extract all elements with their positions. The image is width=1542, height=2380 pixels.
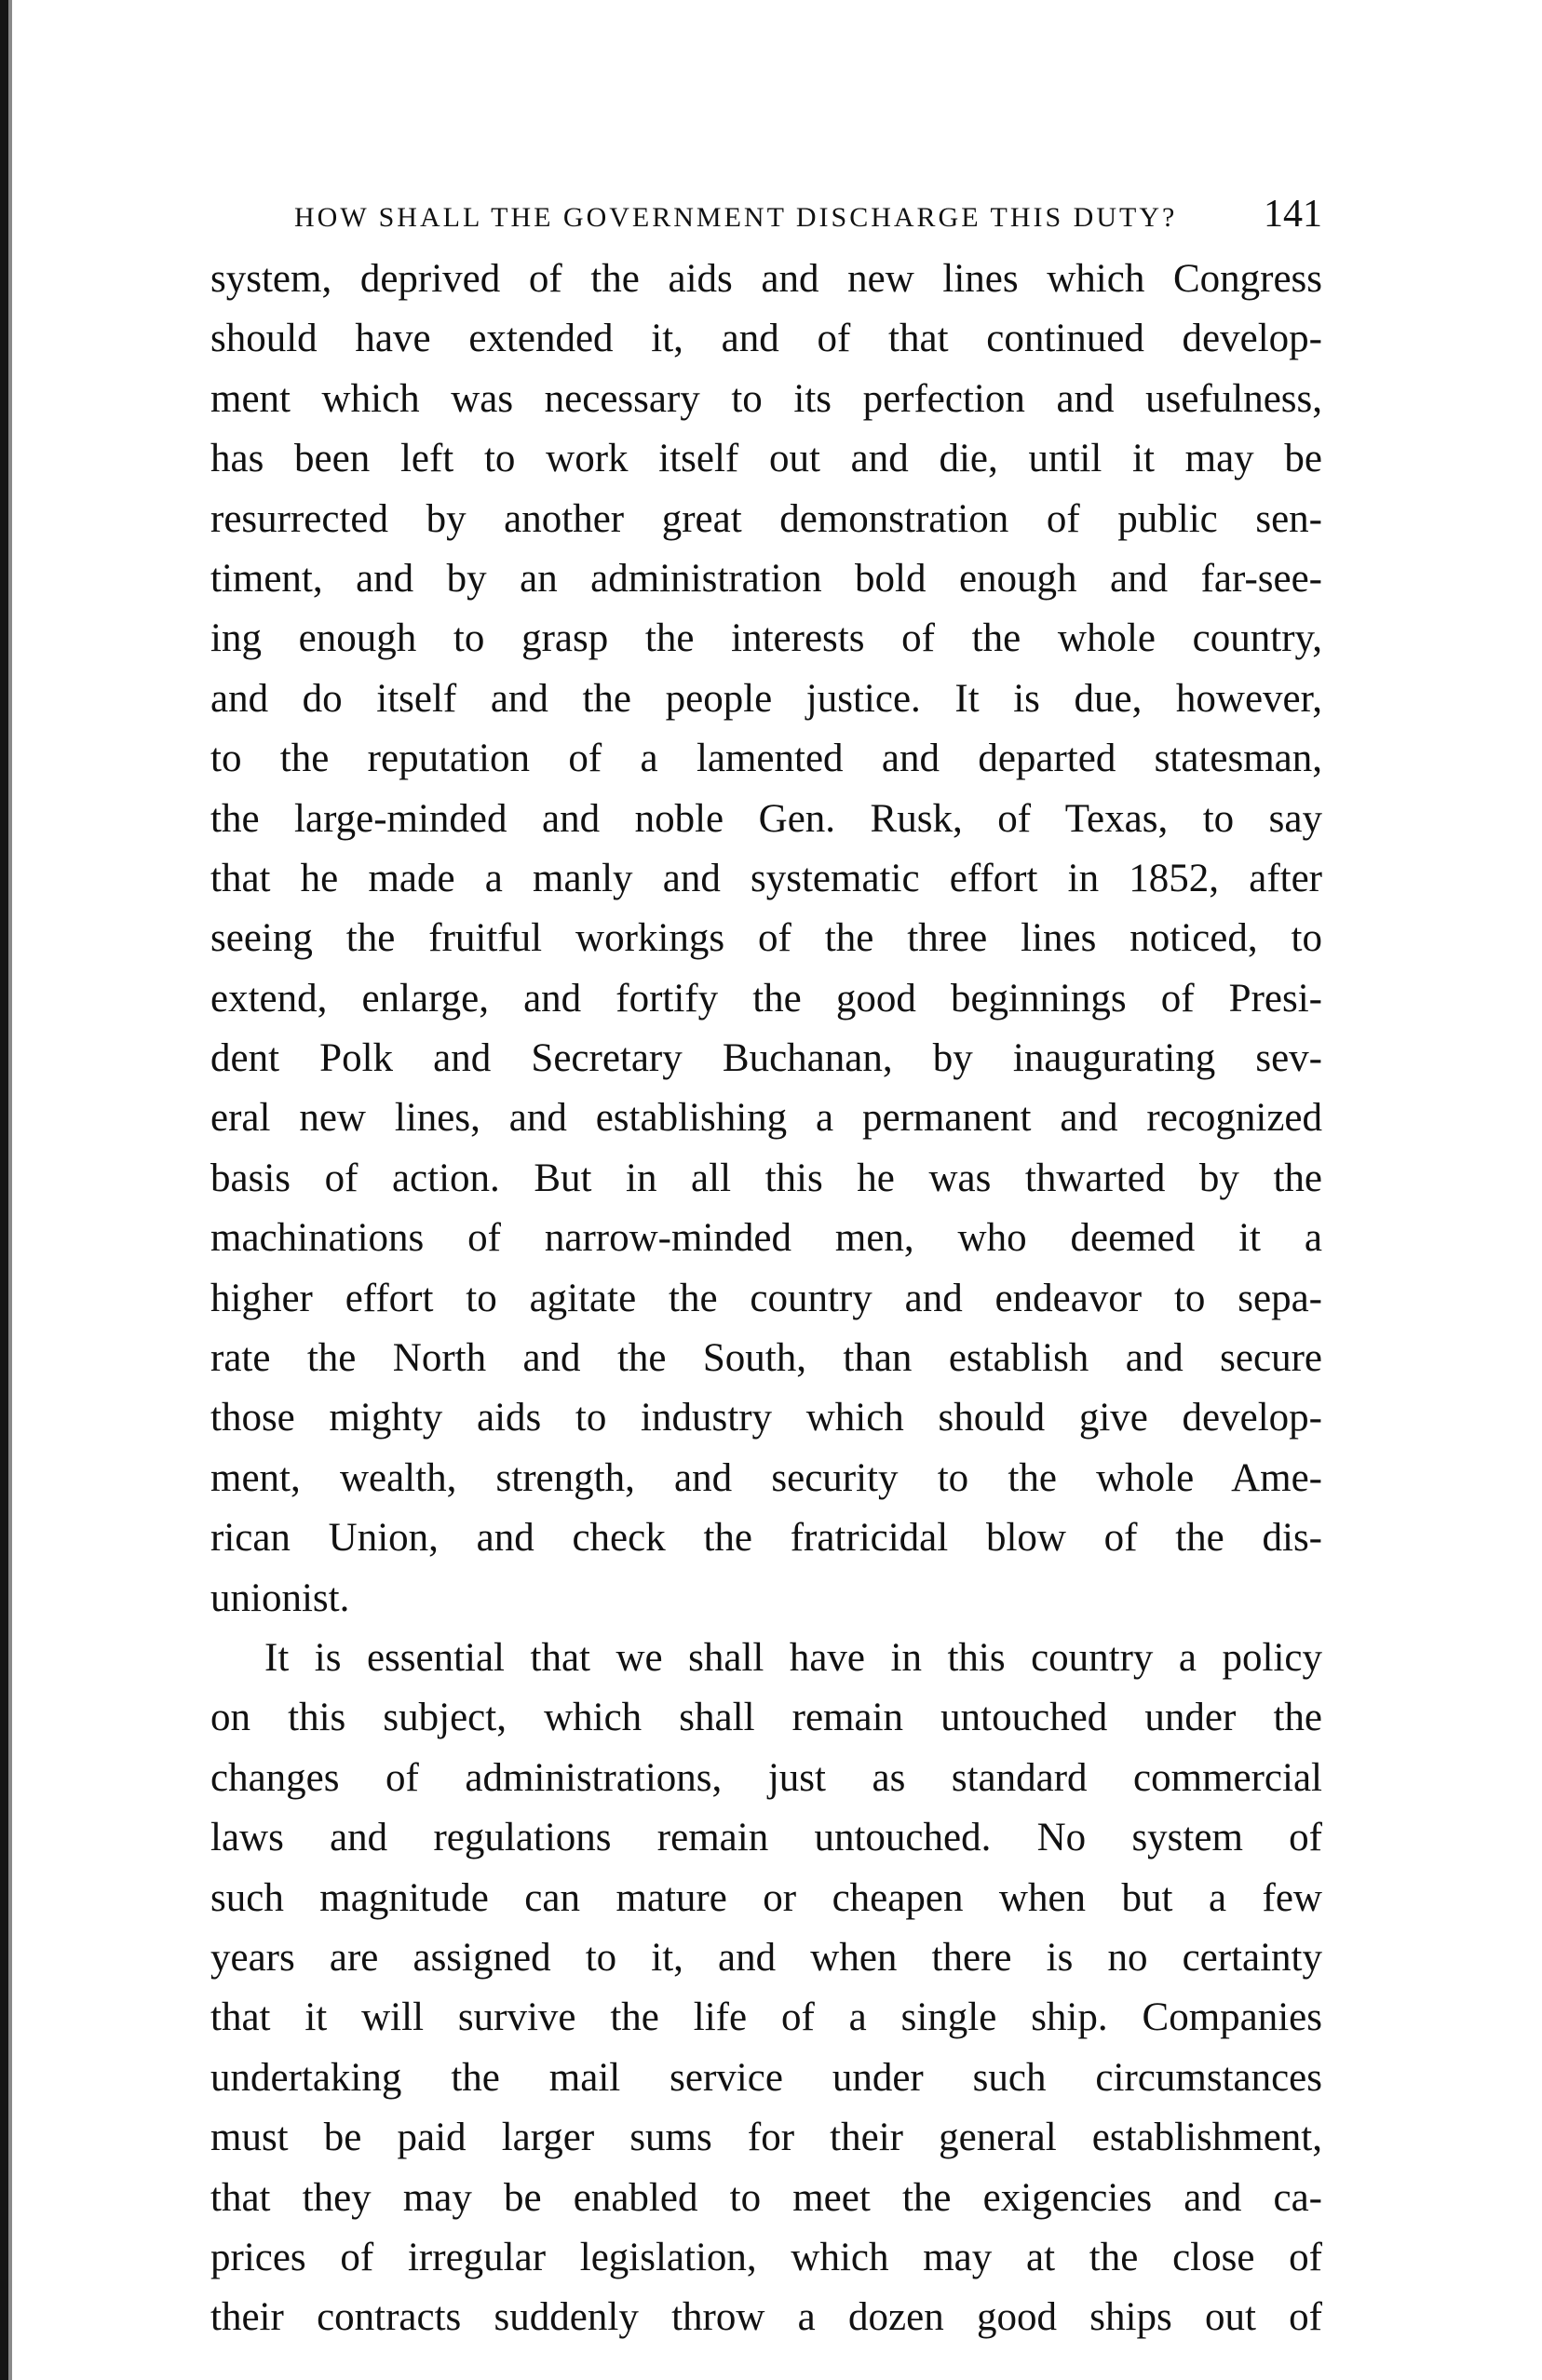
text-line: that it will survive the life of a single ship. Companies [210,1995,1322,2040]
text-line: ing enough to grasp the interests of the whole country, [210,616,1322,661]
text-line: the large-minded and noble Gen. Rusk, of Texas, to say [210,796,1322,841]
book-spine-shadow [8,0,12,2380]
text-line: timent, and by an administration bold enough and far-see- [210,556,1322,601]
page-number: 141 [1264,193,1322,236]
text-line: prices of irregular legislation, which may at the close of [210,2235,1322,2279]
text-line: rican Union, and check the fratricidal blow of the dis- [210,1516,1322,1561]
text-line: on this subject, which shall remain untouched under the [210,1696,1322,1740]
running-title: HOW SHALL THE GOVERNMENT DISCHARGE THIS DUTY? [294,202,1178,233]
text-line: to the reputation of a lamented and departed statesman, [210,737,1322,781]
text-line: machinations of narrow-minded men, who deemed it a [210,1216,1322,1261]
running-header [294,192,1322,244]
text-line: undertaking the mail service under such circumstances [210,2055,1322,2100]
body-text [210,250,1322,2348]
text-line: ment which was necessary to its perfection and usefulness, [210,376,1322,421]
text-line: dent Polk and Secretary Buchanan, by inaugurating sev- [210,1036,1322,1081]
text-line: changes of administrations, just as standard commercial [210,1755,1322,1800]
text-line: It is essential that we shall have in this country a policy [264,1635,1322,1680]
text-line: such magnitude can mature or cheapen when but a few [210,1875,1322,1920]
text-line: that he made a manly and systematic effort in 1852, after [210,856,1322,900]
text-line: system, deprived of the aids and new lines which Congress [210,257,1322,301]
text-line: must be paid larger sums for their general establishment, [210,2116,1322,2160]
text-line: should have extended it, and of that continued develop- [210,317,1322,361]
text-line: higher effort to agitate the country and endeavor to sepa- [210,1276,1322,1320]
text-line: extend, enlarge, and fortify the good beginnings of Presi- [210,976,1322,1021]
text-line: years are assigned to it, and when there is no certainty [210,1935,1322,1980]
text-line: ment, wealth, strength, and security to the whole Ame- [210,1455,1322,1500]
text-line: seeing the fruitful workings of the three lines noticed, to [210,916,1322,961]
text-line: their contracts suddenly throw a dozen good ships out of [210,2295,1322,2340]
text-line: that they may be enabled to meet the exigencies and ca- [210,2175,1322,2220]
text-line: those mighty aids to industry which should give develop- [210,1396,1322,1440]
text-line: basis of action. But in all this he was thwarted by the [210,1156,1322,1200]
text-line: unionist. [210,1575,350,1620]
text-line: laws and regulations remain untouched. No system of [210,1816,1322,1860]
text-line: resurrected by another great demonstration of public sen- [210,496,1322,541]
book-spine-edge [0,0,8,2380]
text-line: has been left to work itself out and die, until it may be [210,437,1322,481]
text-line: eral new lines, and establishing a permanent and recognized [210,1096,1322,1141]
text-line: and do itself and the people justice. It is due, however, [210,676,1322,721]
text-line: rate the North and the South, than establish and secure [210,1336,1322,1381]
